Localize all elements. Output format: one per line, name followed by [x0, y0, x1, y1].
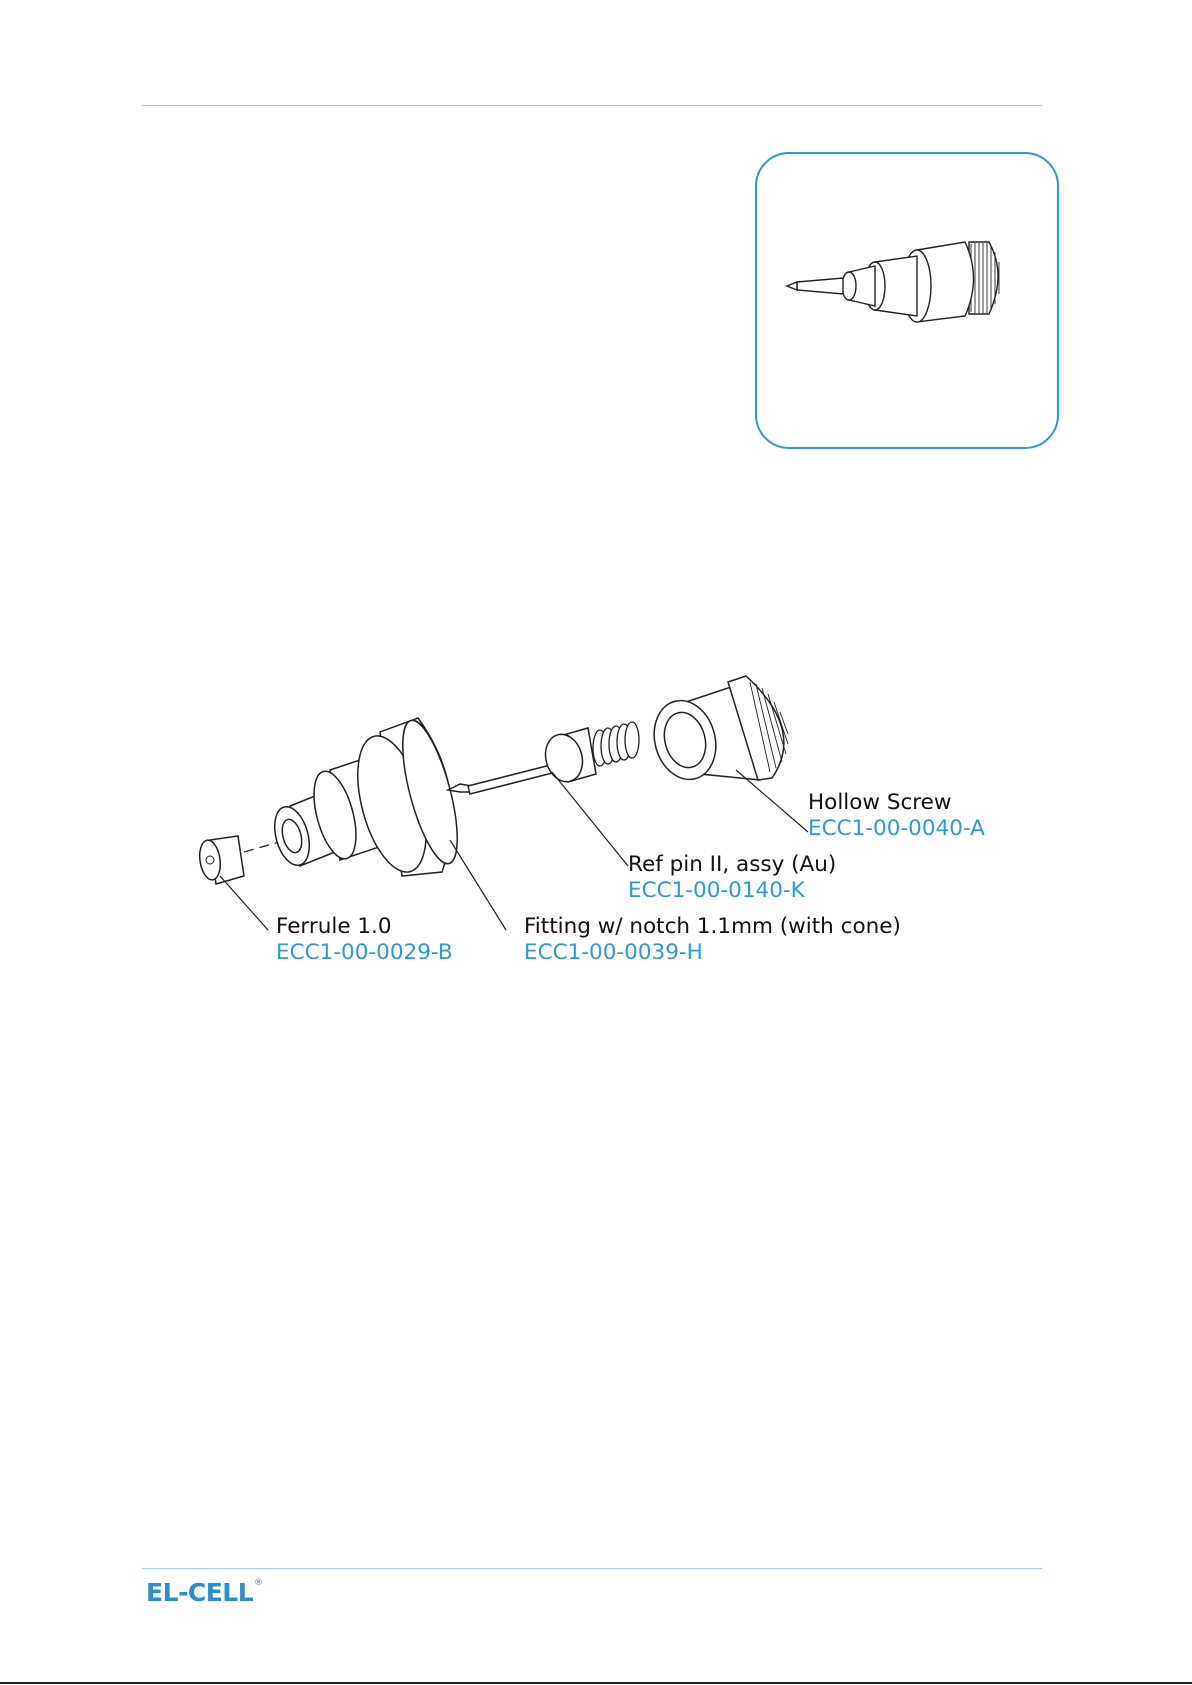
part-name: Fitting w/ notch 1.1mm (with cone): [524, 914, 901, 939]
fitting-label: [524, 914, 901, 966]
hollow-screw-drawing: [646, 676, 788, 786]
footer-rule: [142, 1568, 1042, 1569]
leader-hollow-screw: [736, 770, 808, 832]
part-name: Ref pin II, assy (Au): [628, 852, 837, 877]
assembled-view-frame: [755, 152, 1059, 449]
leader-ref-pin: [552, 772, 628, 866]
part-code: ECC1-00-0039-H: [524, 940, 703, 965]
logo-text: EL-CELL: [146, 1578, 254, 1607]
part-code: ECC1-00-0140-K: [628, 878, 805, 903]
hollow-screw-label: [808, 790, 985, 842]
ref-pin-label: [628, 852, 836, 904]
part-code: ECC1-00-0040-A: [808, 816, 985, 841]
header-rule: [142, 105, 1042, 106]
assembled-pin-illustration: [757, 154, 1057, 447]
fitting-drawing: [269, 715, 469, 879]
registered-mark: ®: [254, 1578, 264, 1588]
leader-fitting: [450, 840, 506, 930]
page-bottom-edge: [0, 1682, 1192, 1684]
part-code: ECC1-00-0029-B: [276, 940, 453, 965]
part-name: Ferrule 1.0: [276, 914, 392, 939]
leader-ferrule: [220, 876, 268, 930]
ferrule-label: [276, 914, 453, 966]
el-cell-logo: [146, 1578, 263, 1607]
part-name: Hollow Screw: [808, 790, 952, 815]
ref-pin-drawing: [448, 722, 639, 794]
